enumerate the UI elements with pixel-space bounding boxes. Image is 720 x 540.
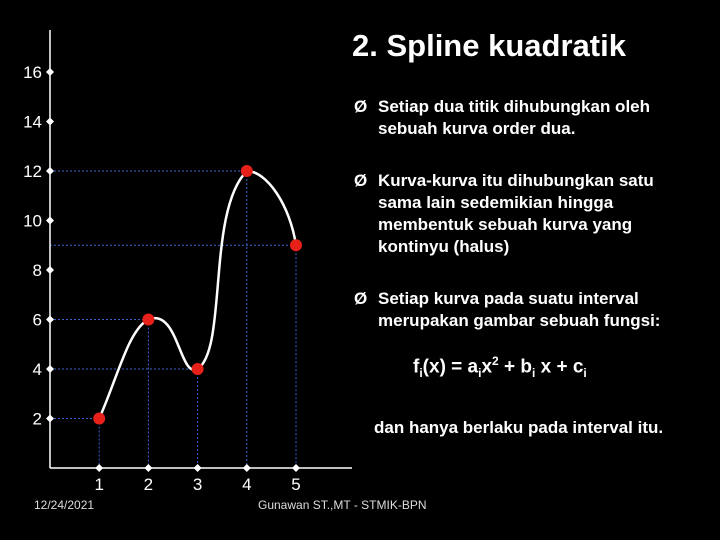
data-point-5 (290, 239, 302, 251)
x-tick-mark (243, 464, 251, 472)
y-tick-mark (46, 167, 54, 175)
y-tick-mark (46, 365, 54, 373)
y-tick-label: 10 (23, 211, 42, 231)
y-tick-label: 2 (32, 409, 42, 429)
y-tick-label: 14 (23, 112, 42, 132)
y-tick-label: 6 (32, 310, 42, 330)
y-tick-mark (46, 415, 54, 423)
y-tick-label: 4 (32, 360, 42, 379)
bullet-3-line-2: merupakan gambar sebuah fungsi: (378, 311, 661, 330)
spline-formula: $f_i(x) = a_ix^2 + b_i$ $x + c_i$ (413, 354, 587, 381)
bullet-2-line-1: Kurva-kurva itu dihubungkan satu (378, 171, 654, 190)
footer-date: 12/24/2021 (34, 498, 95, 512)
bullet-2-line-2: sama lain sedemikian hingga (378, 193, 614, 212)
bullet-1-line-1: Setiap dua titik dihubungkan oleh (378, 97, 651, 116)
bullet-2 (354, 170, 654, 258)
slide-title: 2. Spline kuadratik (352, 28, 626, 63)
x-tick-label: 1 (94, 475, 104, 494)
bullet-3 (354, 288, 661, 332)
data-point-4 (241, 165, 253, 177)
x-tick-label: 4 (242, 475, 252, 494)
x-tick-mark (292, 464, 300, 472)
bullet-1-line-2: sebuah kurva order dua. (378, 119, 576, 138)
x-tick-mark (194, 464, 202, 472)
data-point-2 (142, 314, 154, 326)
bullet-2-line-4: kontinyu (halus) (378, 237, 510, 256)
y-tick-label: 8 (32, 261, 42, 280)
bullet-3-line-1: Setiap kurva pada suatu interval (378, 289, 639, 308)
x-tick-mark (95, 464, 103, 472)
y-tick-mark (46, 118, 54, 126)
arrow-bullet-icon: Ø (354, 97, 368, 116)
bullet-1 (354, 96, 651, 140)
data-point-1 (93, 413, 105, 425)
x-tick-label: 5 (291, 475, 301, 494)
footer-author: Gunawan ST.,MT - STMIK-BPN (258, 498, 427, 512)
y-tick-mark (46, 266, 54, 274)
bullet-2-line-3: membentuk sebuah kurva yang (378, 215, 633, 234)
y-tick-label: 16 (23, 63, 42, 82)
data-point-3 (192, 363, 204, 375)
y-tick-mark (46, 68, 54, 76)
interval-note: dan hanya berlaku pada interval itu. (374, 418, 664, 437)
x-tick-label: 2 (143, 475, 154, 494)
arrow-bullet-icon: Ø (354, 289, 368, 308)
y-tick-mark (46, 316, 54, 324)
y-tick-mark (46, 217, 54, 225)
x-tick-label: 3 (192, 475, 203, 494)
x-tick-mark (144, 464, 152, 472)
y-tick-label: 12 (23, 162, 42, 181)
arrow-bullet-icon: Ø (354, 171, 368, 190)
